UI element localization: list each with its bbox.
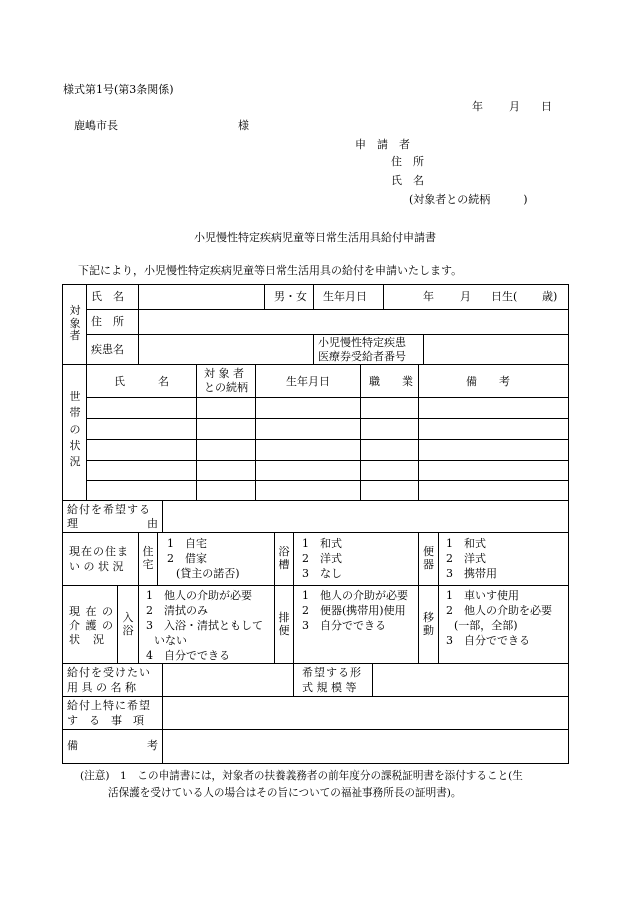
bath-option-2[interactable]: 2 洋式 (302, 552, 342, 565)
date-day: 日 (541, 100, 552, 113)
mobility-option-2[interactable]: 2 他人の介助を必要 (446, 604, 552, 617)
reason-label-1: 給付を希望する (67, 503, 151, 516)
household-col-relation-1: 対 象 者 (204, 367, 244, 380)
addressee: 鹿嶋市長 (74, 119, 118, 132)
subject-cert-label-1: 小児慢性特定疾患 (318, 336, 406, 349)
subject-side-label: 対 象 者 (69, 304, 81, 343)
residence-option-1[interactable]: 1 自宅 (167, 537, 207, 550)
equipment-name-label-1: 給付を受けたい (67, 666, 151, 679)
subject-cert-label-2: 医療券受給者番号 (318, 350, 406, 363)
bath-option-3[interactable]: 3 なし (302, 567, 342, 580)
bathing-option-3[interactable]: 3 入浴・清拭ともして (146, 619, 263, 632)
applicant-label: 申 請 者 (355, 138, 410, 151)
household-col-notes: 備 考 (466, 375, 510, 388)
excretion-label: 排 便 (278, 611, 290, 637)
equipment-name-field[interactable] (163, 664, 293, 696)
equipment-name-label-2: 用 具 の 名 称 (67, 681, 136, 694)
excretion-option-1[interactable]: 1 他人の介助が必要 (302, 589, 408, 602)
intro-text: 下記により，小児慢性特定疾病児童等日常生活用具の給付を申請いたします。 (78, 264, 463, 277)
toilet-option-2[interactable]: 2 洋式 (446, 552, 486, 565)
subject-disease-label: 疾患名 (91, 343, 124, 356)
subject-birth-label: 生年月日 (323, 290, 367, 303)
equipment-spec-label-2: 式 規 模 等 (302, 681, 357, 694)
residence-label: 住 宅 (142, 545, 154, 571)
bath-label: 浴 槽 (278, 545, 290, 571)
subject-name-field[interactable] (139, 285, 264, 309)
subject-birth-year: 年 (423, 290, 434, 303)
applicant-name-label: 氏 名 (391, 174, 424, 187)
care-label-1: 現 在 の (69, 605, 114, 618)
subject-address-label: 住 所 (91, 315, 124, 328)
bath-option-1[interactable]: 1 和式 (302, 537, 342, 550)
requests-field[interactable] (163, 697, 568, 729)
requests-label-1: 給付上特に希望 (67, 699, 151, 712)
housing-label-2: い の 状 況 (69, 560, 124, 573)
excretion-option-2[interactable]: 2 便器(携帯用)使用 (302, 604, 406, 617)
toilet-option-3[interactable]: 3 携帯用 (446, 567, 497, 580)
care-label-2: 介 護 の (69, 619, 114, 632)
note-line-2: 活保護を受けている人の場合はその旨についての福祉事務所長の証明書)。 (108, 787, 462, 799)
bathing-option-3-cont: いない (154, 634, 187, 647)
remarks-label-b: 考 (147, 739, 158, 752)
mobility-option-3[interactable]: 3 自分でできる (446, 634, 530, 647)
subject-name-label: 氏 名 (91, 290, 124, 303)
subject-address-field[interactable] (139, 310, 568, 334)
applicant-relation-note: (対象者との続柄 ) (409, 193, 528, 206)
honorific: 様 (238, 119, 249, 132)
mobility-option-1[interactable]: 1 車いす使用 (446, 589, 519, 602)
form-number: 様式第1号(第3条関係) (63, 83, 174, 96)
household-col-birth: 生年月日 (286, 375, 330, 388)
subject-disease-field[interactable] (139, 335, 313, 364)
note-line-1: (注意) 1 この申請書には，対象者の扶養義務者の前年度分の課税証明書を添付すること(生 (80, 770, 523, 782)
equipment-spec-label-1: 希望する形 (302, 666, 362, 679)
subject-birth-month: 月 (460, 290, 471, 303)
residence-option-2[interactable]: 2 借家 (167, 552, 207, 565)
toilet-label: 便 器 (423, 545, 434, 571)
care-label-3: 状 況 (69, 633, 105, 646)
subject-cert-number-field[interactable] (424, 335, 568, 364)
household-side-label: 世 帯 の 状 況 (69, 390, 81, 469)
applicant-address-label: 住 所 (391, 155, 424, 168)
date-year: 年 (472, 100, 483, 113)
remarks-field[interactable] (163, 730, 568, 763)
bathing-option-2[interactable]: 2 清拭のみ (146, 604, 208, 617)
excretion-option-3[interactable]: 3 自分でできる (302, 619, 386, 632)
residence-owner-consent: (貸主の諾否) (176, 567, 240, 580)
bathing-option-1[interactable]: 1 他人の介助が必要 (146, 589, 252, 602)
housing-label-1: 現在の住ま (69, 545, 129, 558)
reason-field[interactable] (163, 501, 568, 532)
household-col-name: 氏 名 (114, 375, 169, 388)
requests-label-2: す る 事 項 (67, 714, 144, 727)
remarks-label-a: 備 (67, 739, 78, 752)
reason-label-2a: 理 (67, 517, 78, 530)
mobility-label: 移 動 (423, 611, 434, 637)
bathing-option-4[interactable]: 4 自分でできる (146, 649, 230, 662)
subject-age: 歳) (542, 290, 558, 303)
form-title: 小児慢性特定疾病児童等日常生活用具給付申請書 (194, 231, 436, 244)
household-col-job: 職 業 (369, 375, 413, 388)
mobility-option-2-detail: (一部，全部) (454, 619, 518, 632)
subject-birth-day: 日生( (491, 290, 518, 303)
equipment-spec-field[interactable] (373, 664, 568, 696)
household-col-relation-2: との続柄 (204, 381, 248, 394)
subject-sex[interactable]: 男・女 (274, 290, 307, 303)
reason-label-2b: 由 (147, 517, 158, 530)
bathing-label: 入 浴 (122, 611, 134, 637)
toilet-option-1[interactable]: 1 和式 (446, 537, 486, 550)
date-month: 月 (509, 100, 520, 113)
